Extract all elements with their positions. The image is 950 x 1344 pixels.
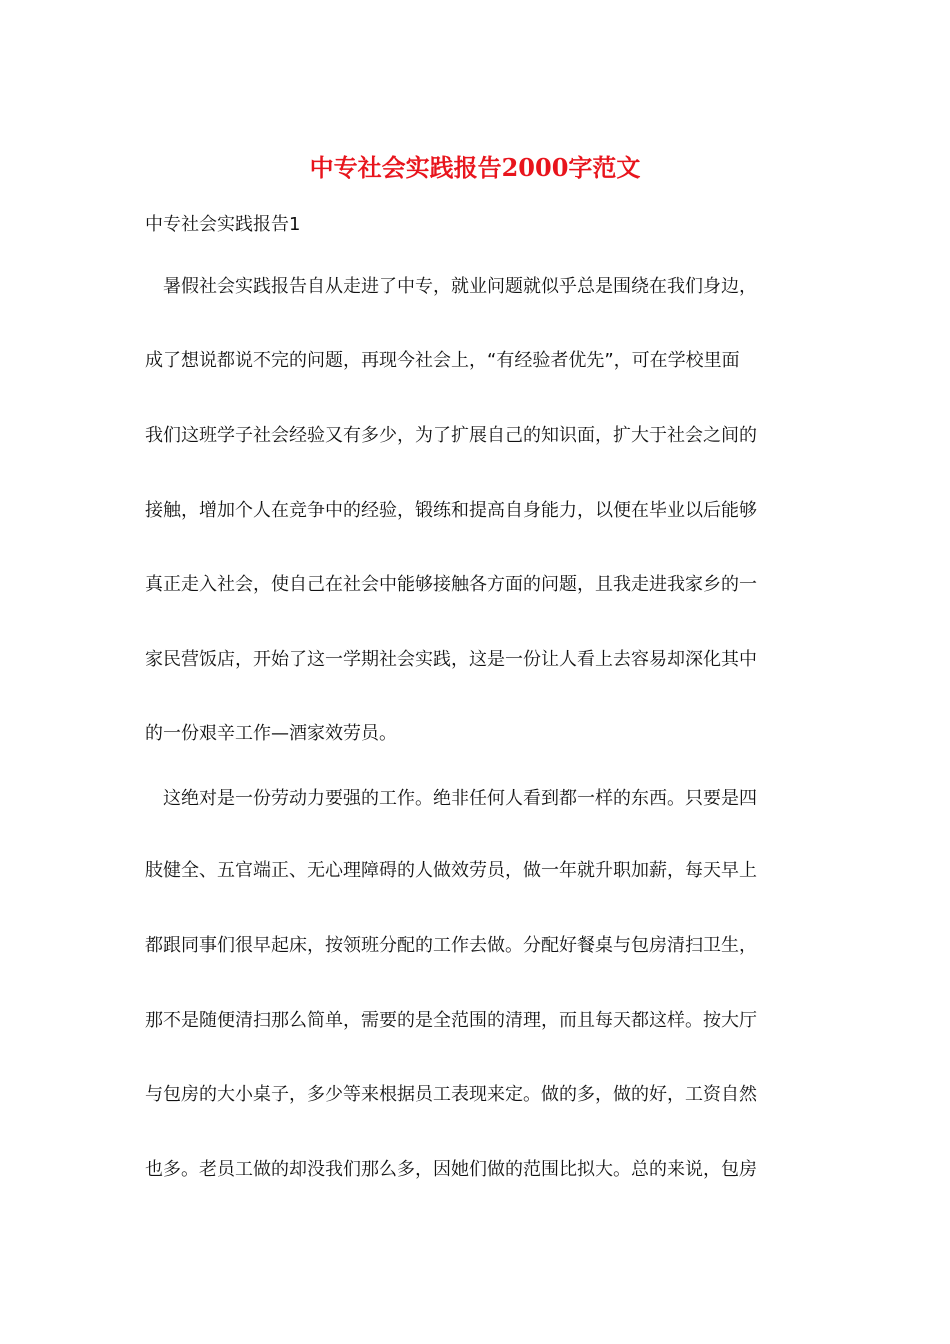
paragraph-line: 成了想说都说不完的问题，再现今社会上，“有经验者优先”，可在学校里面 <box>145 350 740 371</box>
paragraph-line: 也多。老员工做的却没我们那么多，因她们做的范围比拟大。总的来说，包房 <box>145 1159 757 1180</box>
paragraph-line: 暑假社会实践报告自从走进了中专，就业问题就似乎总是围绕在我们身边， <box>163 276 757 297</box>
paragraph-line: 都跟同事们很早起床，按领班分配的工作去做。分配好餐桌与包房清扫卫生， <box>145 935 757 956</box>
paragraph-line: 家民营饭店，开始了这一学期社会实践，这是一份让人看上去容易却深化其中 <box>145 649 757 670</box>
paragraph-line: 真正走入社会，使自己在社会中能够接触各方面的问题，且我走进我家乡的一 <box>145 574 757 595</box>
document-title: 中专社会实践报告2000字范文 <box>309 153 641 182</box>
paragraph-line: 这绝对是一份劳动力要强的工作。绝非任何人看到都一样的东西。只要是四 <box>163 788 757 809</box>
section-heading: 中专社会实践报告1 <box>145 214 301 235</box>
paragraph-line: 那不是随便清扫那么简单，需要的是全范围的清理，而且每天都这样。按大厅 <box>145 1010 757 1031</box>
paragraph-line: 我们这班学子社会经验又有多少，为了扩展自己的知识面，扩大于社会之间的 <box>145 425 757 446</box>
paragraph-line: 接触，增加个人在竞争中的经验，锻练和提高自身能力，以便在毕业以后能够 <box>145 500 757 521</box>
paragraph-line: 肢健全、五官端正、无心理障碍的人做效劳员，做一年就升职加薪，每天早上 <box>145 860 757 881</box>
paragraph-line: 的一份艰辛工作—酒家效劳员。 <box>145 723 397 744</box>
paragraph-line: 与包房的大小桌子，多少等来根据员工表现来定。做的多，做的好，工资自然 <box>145 1084 757 1105</box>
